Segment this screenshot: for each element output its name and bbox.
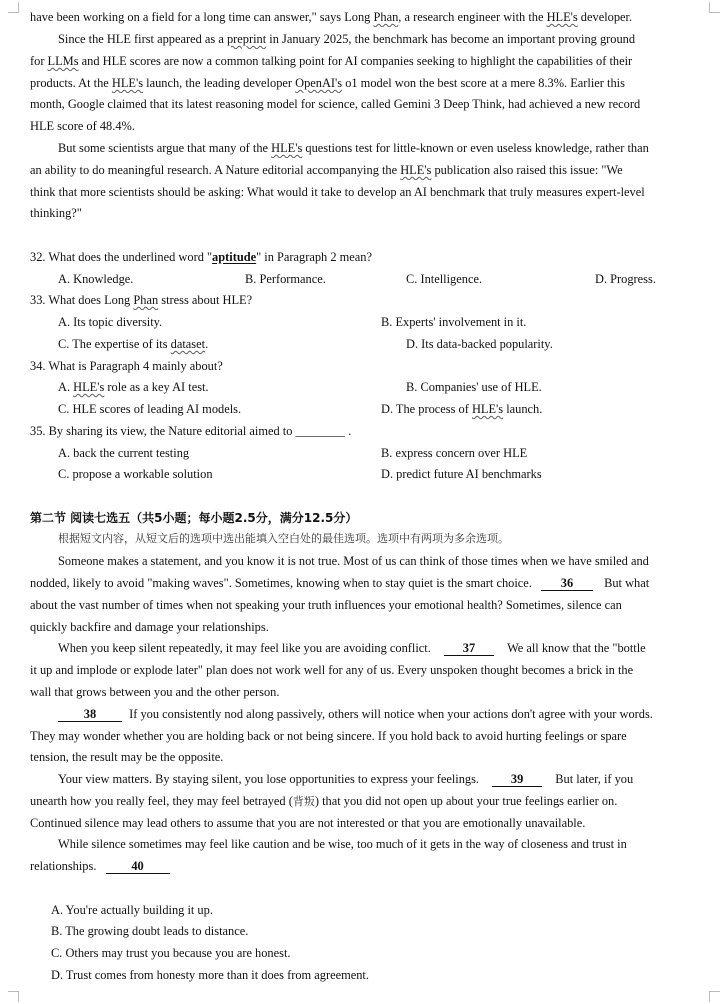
passage-line xyxy=(58,638,702,658)
text: C. The expertise of its xyxy=(58,337,171,351)
passage-line xyxy=(30,182,702,202)
passage-line: about the vast number of times when not speaking your truth influences your emotional health? Sometimes, silence can xyxy=(30,598,622,612)
text: " in Paragraph 2 mean? xyxy=(256,250,372,264)
text: , a research engineer with the xyxy=(398,10,547,24)
passage-line xyxy=(30,203,702,223)
corner-mark-bottom-right xyxy=(709,991,720,1002)
passage-line xyxy=(30,160,702,180)
target-word: aptitude xyxy=(212,250,257,264)
q35-option-d[interactable]: D. predict future AI benchmarks xyxy=(381,467,542,481)
question-32-stem xyxy=(30,247,702,267)
text: 35. By sharing its view, the Nature editorial aimed to xyxy=(30,424,296,438)
flagged-word: HLE's xyxy=(73,380,105,394)
text: publication also raised this issue: "We xyxy=(431,163,623,177)
blank-38[interactable]: 38 xyxy=(58,707,122,722)
passage-line: quickly backfire and damage your relationships. xyxy=(30,620,269,634)
text: for xyxy=(30,54,48,68)
q34-option-b[interactable]: B. Companies' use of HLE. xyxy=(406,380,542,394)
flagged-word: OpenAI's xyxy=(295,76,343,90)
section-instruction: 根据短文内容，从短文后的选项中选出能填入空白处的最佳选项。选项中有两项为多余选项。 xyxy=(58,532,509,545)
text: If you consistently nod along passively, others will notice when your actions don't agree with your words. xyxy=(129,707,653,721)
passage-line xyxy=(30,116,702,136)
passage-line xyxy=(58,769,702,789)
passage-line xyxy=(30,73,702,93)
passage-line xyxy=(58,704,702,724)
text: Since the HLE first appeared as a xyxy=(58,32,227,46)
q33-option-b[interactable]: B. Experts' involvement in it. xyxy=(381,315,527,329)
section-header: 第二节 阅读七选五（共5小题；每小题2.5分，满分12.5分） xyxy=(30,511,358,525)
passage-line xyxy=(30,856,702,876)
text: stress about HLE? xyxy=(158,293,253,307)
flagged-word: HLE's xyxy=(471,402,504,416)
blank-36[interactable]: 36 xyxy=(541,576,593,591)
text: But what xyxy=(604,576,650,590)
flagged-word: Phan xyxy=(133,293,159,307)
text: an ability to do meaningful research. A Nature editorial accompanying the xyxy=(30,163,401,177)
q35-option-b[interactable]: B. express concern over HLE xyxy=(381,446,528,460)
q35-option-a[interactable]: A. back the current testing xyxy=(58,446,190,460)
passage-line: Someone makes a statement, and you know it is not true. Most of us can think of those times when we have smiled and xyxy=(58,554,649,568)
q34-option-d[interactable] xyxy=(381,399,542,419)
question-35-stem xyxy=(30,421,702,441)
text: thinking?" xyxy=(30,206,82,220)
text: HLE score of 48.4%. xyxy=(30,119,135,133)
text: have been working on a field for a long time can answer," says Long xyxy=(30,10,374,24)
passage-line xyxy=(30,573,702,593)
text: developer. xyxy=(577,10,633,24)
passage-line xyxy=(30,51,702,71)
flagged-word: HLE's xyxy=(400,163,432,177)
text: unearth how you really feel, they may feel betrayed ( xyxy=(30,794,293,808)
passage-line xyxy=(58,138,702,158)
choice-d[interactable]: D. Trust comes from honesty more than it does from agreement. xyxy=(51,968,369,982)
choice-c[interactable]: C. Others may trust you because you are honest. xyxy=(51,946,291,960)
choice-b[interactable]: B. The growing doubt leads to distance. xyxy=(51,924,249,938)
text: We all know that the "bottle xyxy=(507,641,646,655)
question-34-stem: 34. What is Paragraph 4 mainly about? xyxy=(30,359,223,373)
text: launch. xyxy=(503,402,543,416)
blank-39[interactable]: 39 xyxy=(492,772,542,787)
flagged-word: LLMs xyxy=(47,54,79,68)
flagged-word: HLE's xyxy=(546,10,578,24)
blank-37[interactable]: 37 xyxy=(444,641,494,656)
passage-line: Continued silence may lead others to assume that you are not interested or that you are emotionally unavailable. xyxy=(30,816,586,830)
passage-line: it up and implode or explode later" plan does not work well for any of us. Every unspoken thought becomes a brick in the xyxy=(30,663,634,677)
flagged-word: HLE's xyxy=(111,76,144,90)
passage-line xyxy=(30,791,702,812)
passage-line xyxy=(30,94,702,114)
passage-line: tension, the result may be the opposite. xyxy=(30,750,224,764)
q32-option-c[interactable]: C. Intelligence. xyxy=(406,272,483,286)
passage-line: They may wonder whether you are holding back or not being sincere. If you hold back to avoid hurting feelings or spare xyxy=(30,729,627,743)
question-33-stem xyxy=(30,290,702,310)
text: But later, if you xyxy=(555,772,634,786)
text: A. xyxy=(58,380,74,394)
text: ) that you did not open up about your true feelings earlier on. xyxy=(314,794,618,808)
flagged-word: dataset xyxy=(170,337,206,351)
flagged-word: HLE's xyxy=(271,141,303,155)
text: in January 2025, the benchmark has become an important proving ground xyxy=(266,32,636,46)
blank-40[interactable]: 40 xyxy=(106,859,170,874)
text: nodded, likely to avoid "making waves". Sometimes, knowing when to stay quiet is the smart choice. xyxy=(30,576,532,590)
text: relationships. xyxy=(30,859,97,873)
q32-option-a[interactable]: A. Knowledge. xyxy=(58,272,134,286)
answer-blank: ________ xyxy=(295,424,346,438)
corner-mark-top-right xyxy=(709,2,720,13)
text: and HLE scores are now a common talking point for AI companies seeking to highlight the capabilities of their xyxy=(78,54,633,68)
q35-option-c[interactable]: C. propose a workable solution xyxy=(58,467,213,481)
q32-option-d[interactable]: D. Progress. xyxy=(595,272,656,286)
text: think that more scientists should be asking: What would it take to develop an AI benchmark that truly measures expert-level xyxy=(30,185,645,199)
text: o1 model won the best score at a mere 8.3%. Earlier this xyxy=(342,76,625,90)
flagged-word: preprint xyxy=(226,32,267,46)
q34-option-c[interactable]: C. HLE scores of leading AI models. xyxy=(58,402,242,416)
text: D. The process of xyxy=(381,402,472,416)
text: questions test for little-known or even useless knowledge, rather than xyxy=(302,141,649,155)
q33-option-c[interactable] xyxy=(58,334,208,354)
passage-line: wall that grows between you and the other person. xyxy=(30,685,280,699)
chinese-gloss: 背叛 xyxy=(292,795,315,808)
passage-line: While silence sometimes may feel like caution and be wise, too much of it gets in the way of closeness and trust in xyxy=(58,837,627,851)
text: When you keep silent repeatedly, it may feel like you are avoiding conflict. xyxy=(58,641,431,655)
q32-option-b[interactable]: B. Performance. xyxy=(245,272,326,286)
text: launch, the leading developer xyxy=(143,76,296,90)
text: month, Google claimed that its latest reasoning model for science, called Gemini 3 Deep Think, had achieved a new record xyxy=(30,97,641,111)
q33-option-d[interactable]: D. Its data-backed popularity. xyxy=(406,337,553,351)
corner-mark-bottom-left xyxy=(8,991,19,1002)
q34-option-a[interactable] xyxy=(58,377,209,397)
corner-mark-top-left xyxy=(8,2,19,13)
flagged-word: Phan xyxy=(373,10,399,24)
passage-line xyxy=(58,29,702,49)
text: . xyxy=(345,424,352,438)
q33-option-a[interactable]: A. Its topic diversity. xyxy=(58,315,163,329)
text: Your view matters. By staying silent, you lose opportunities to express your feelings. xyxy=(58,772,480,786)
text: role as a key AI test. xyxy=(104,380,209,394)
text: But some scientists argue that many of the xyxy=(58,141,272,155)
text: 33. What does Long xyxy=(30,293,134,307)
text: products. At the xyxy=(30,76,112,90)
passage-line xyxy=(30,7,702,27)
text: 32. What does the underlined word " xyxy=(30,250,213,264)
text: . xyxy=(205,337,209,351)
choice-a[interactable]: A. You're actually building it up. xyxy=(51,903,213,917)
